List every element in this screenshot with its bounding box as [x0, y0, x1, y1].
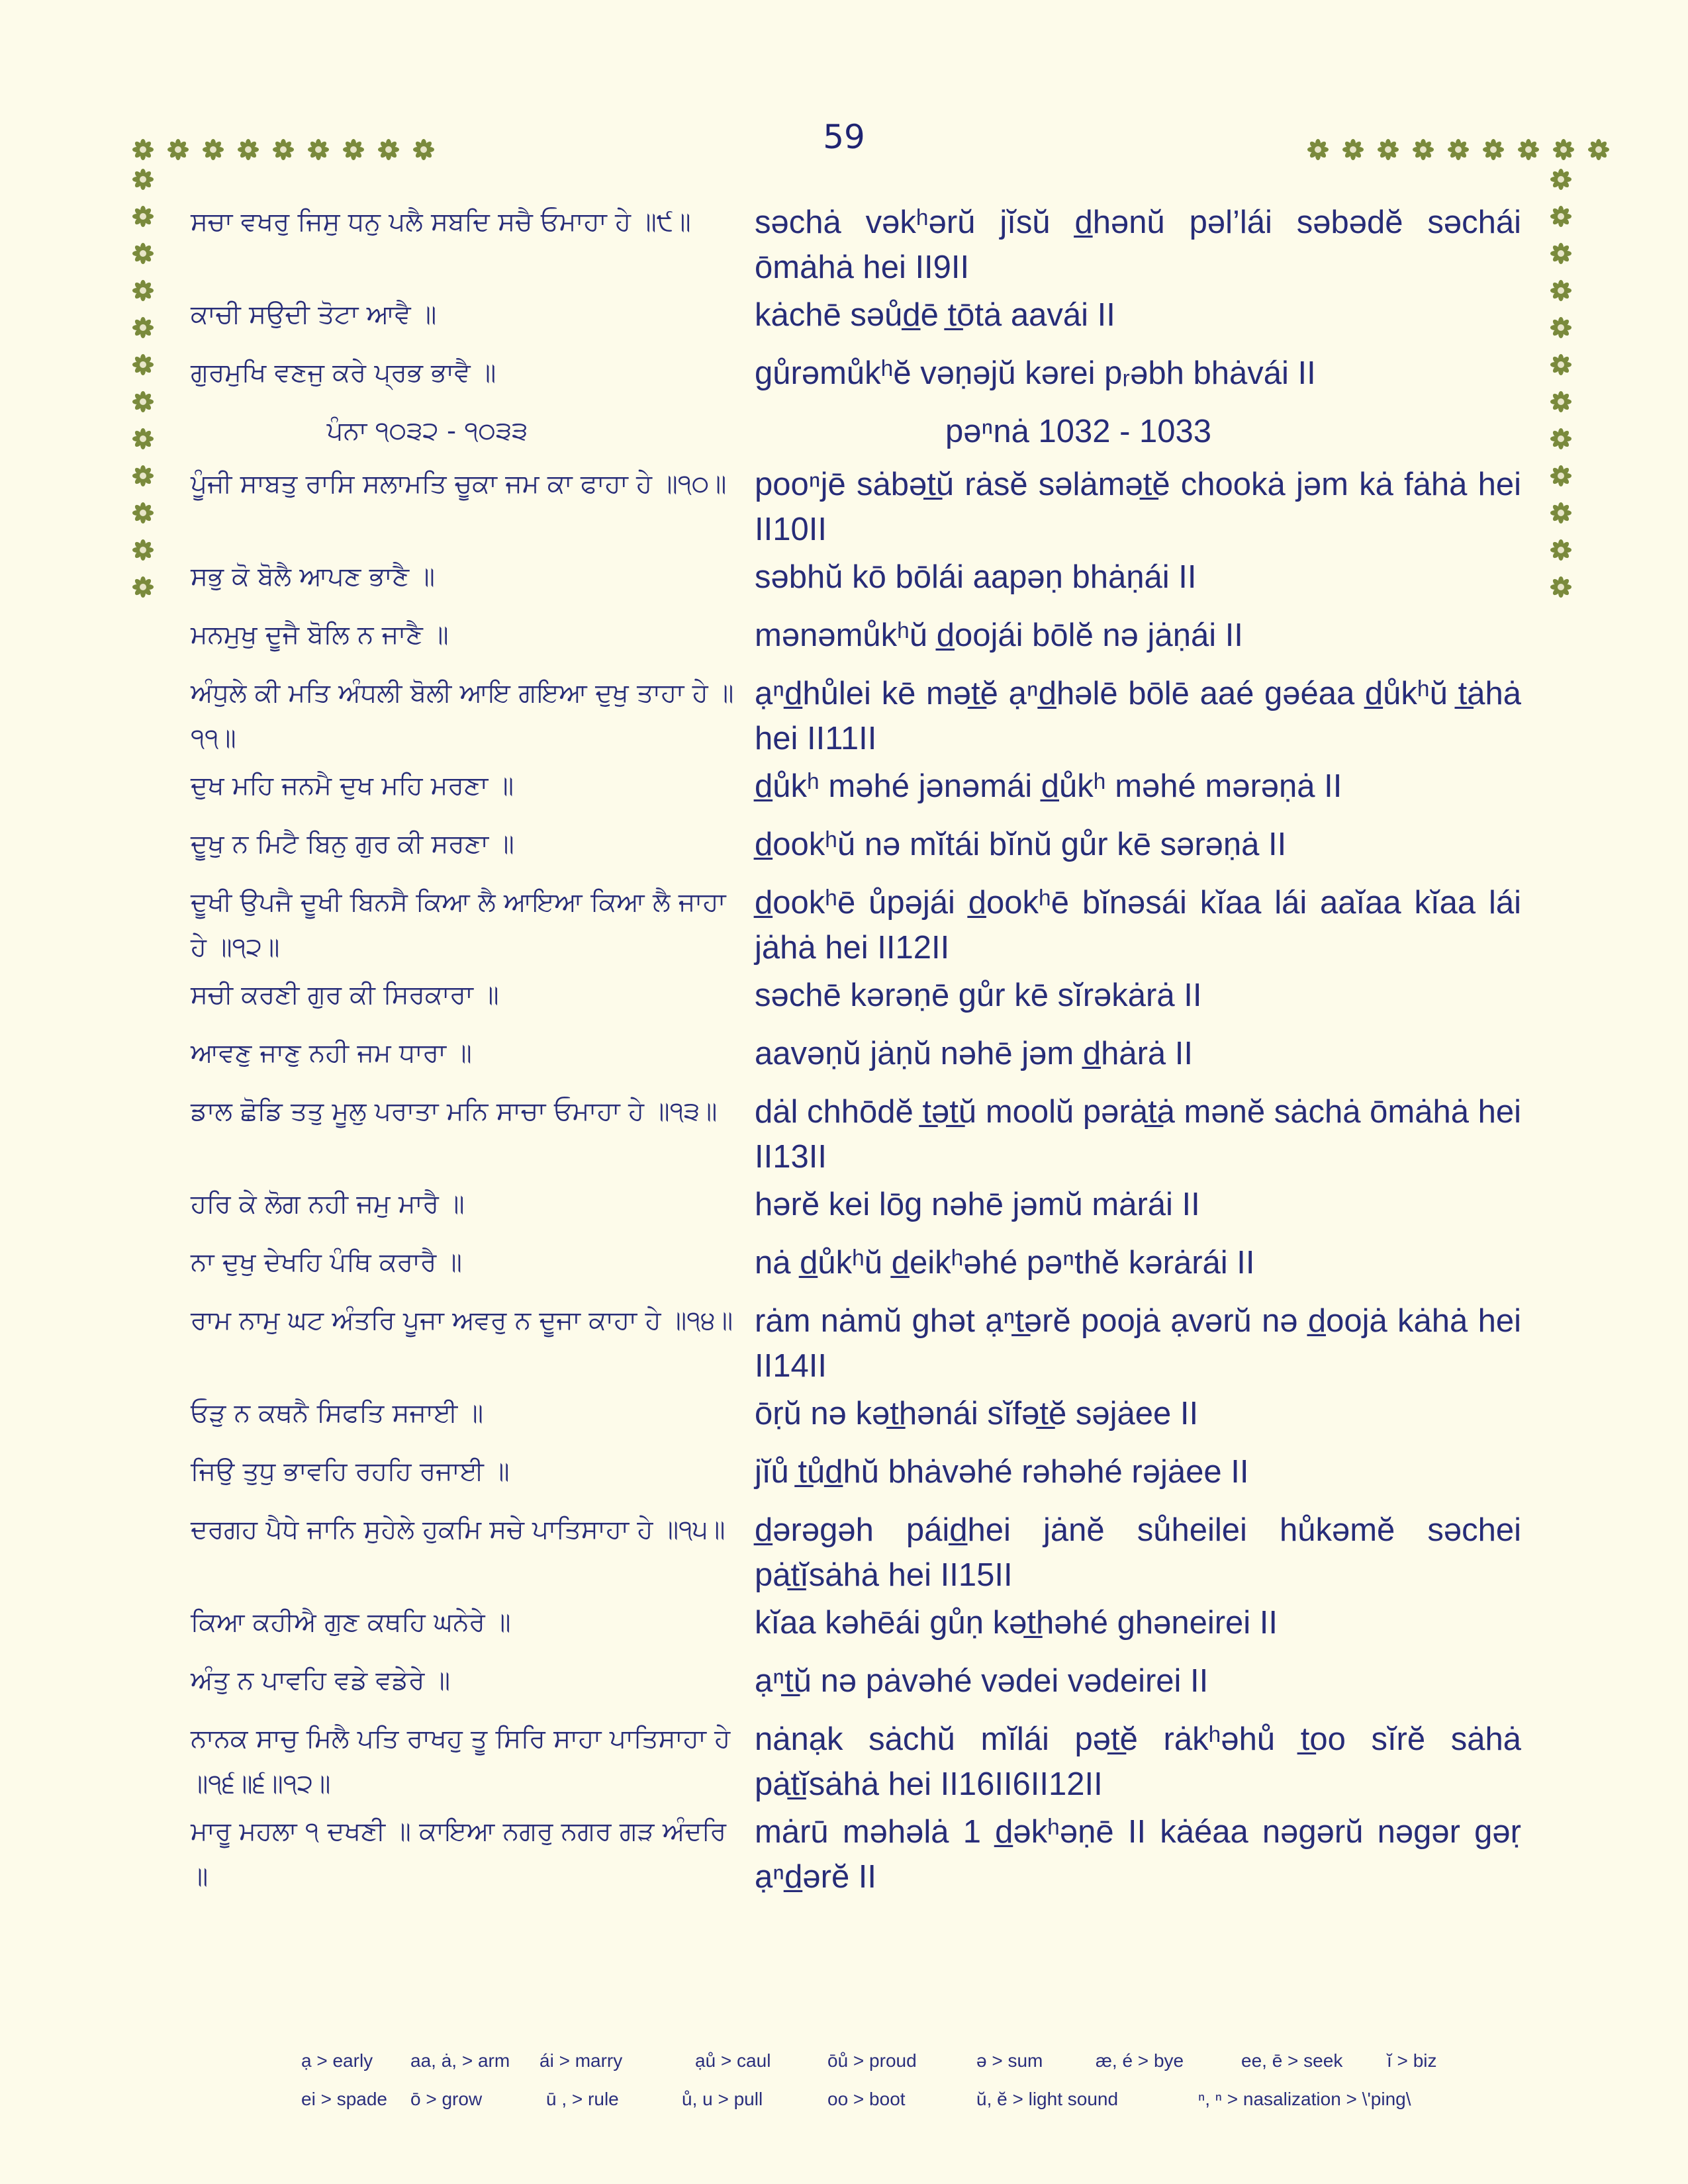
legend-item: ĭ > biz: [1387, 2050, 1437, 2071]
flower-icon: [132, 391, 154, 412]
verse-row: [191, 613, 1521, 671]
flower-icon: [413, 139, 434, 160]
legend-item: ō > grow: [410, 2089, 483, 2109]
flower-icon: [1550, 576, 1571, 598]
flower-icon: [343, 139, 364, 160]
legend-item: aa, ȧ, > arm: [410, 2050, 510, 2071]
flower-icon: [1550, 206, 1571, 227]
gurmukhi-text: ਦੁਖ ਮਹਿ ਜਨਮੈ ਦੁਖ ਮਹਿ ਮਰਣਾ ॥: [191, 771, 514, 801]
verse-row: [191, 1031, 1521, 1089]
flower-icon: [1553, 139, 1574, 160]
gurmukhi-text: ਨਾਨਕ ਸਾਚੁ ਮਿਲੈ ਪਤਿ ਰਾਖਹੁ ਤੂ ਸਿਰਿ ਸਾਹਾ ਪਾਤਿਸਾਹਾ ਹੇ ॥੧੬॥੬॥੧੨॥: [191, 1724, 731, 1799]
transliteration-text: kȧchē səůd̲ē t̲ōtȧ aavái II: [755, 297, 1115, 333]
flower-icon: [1483, 139, 1504, 160]
gurmukhi-text: ਪੂੰਜੀ ਸਾਬਤੁ ਰਾਸਿ ਸਲਾਮਤਿ ਚੂਕਾ ਜਮ ਕਾ ਫਾਹਾ ਹੇ ॥੧੦॥: [191, 469, 727, 499]
legend-item: ạů > caul: [695, 2050, 771, 2071]
verse-row: [191, 973, 1521, 1031]
legend-row-2: [301, 2080, 1493, 2118]
flower-icon: [132, 576, 154, 598]
flower-icon: [1550, 169, 1571, 190]
verse-row: [191, 1182, 1521, 1240]
legend-item: ạ > early: [301, 2050, 373, 2071]
verse-row: [191, 293, 1521, 351]
gurmukhi-text: ਰਾਮ ਨਾਮੁ ਘਟ ਅੰਤਰਿ ਪੂਜਾ ਅਵਰੁ ਨ ਦੂਜਾ ਕਾਹਾ ਹੇ ॥੧੪॥: [191, 1306, 733, 1336]
verse-row: [191, 671, 1521, 764]
flower-icon: [1378, 139, 1399, 160]
flower-icon: [1550, 354, 1571, 375]
flower-icon: [132, 465, 154, 486]
transliteration-text: d̲ookʰŭ nə mĭtái bĭnŭ gůr kē sərəṇȧ II: [755, 827, 1287, 862]
legend-row-1: [301, 2042, 1493, 2080]
verse-table: [191, 200, 1521, 1902]
transliteration-text: ōṛŭ nə kət̲hənái sĭfət̲ĕ səjȧee II: [755, 1396, 1199, 1432]
transliteration-text: nȧnạk sȧchŭ mĭlái pət̲ĕ rȧkʰəhů t̲oo sĭrĕ sȧhȧ pȧt̲ĭsȧhȧ hei II16II6II12II: [755, 1721, 1521, 1802]
transliteration-text: mənəmůkʰŭ d̲oojái bōlĕ nə jȧṇái II: [755, 617, 1243, 653]
flower-icon: [1448, 139, 1469, 160]
ornament-top-right: [1307, 139, 1609, 160]
flower-icon: [1550, 539, 1571, 561]
transliteration-text: nȧ d̲ůkʰŭ d̲eikʰəhé pəⁿthĕ kərȧrái II: [755, 1245, 1255, 1281]
flower-icon: [1518, 139, 1539, 160]
flower-icon: [132, 502, 154, 523]
gurmukhi-text: ਜਿਉ ਤੁਧੁ ਭਾਵਹਿ ਰਹਹਿ ਰਜਾਈ ॥: [191, 1457, 510, 1486]
legend-item: ōů > proud: [827, 2050, 917, 2071]
flower-icon: [238, 139, 259, 160]
legend-item: ee, ē > seek: [1241, 2050, 1343, 2071]
legend-item: ŭ, ĕ > light sound: [976, 2089, 1119, 2109]
gurmukhi-text: ਮਨਮੁਖੁ ਦੂਜੈ ਬੋਲਿ ਨ ਜਾਣੈ ॥: [191, 620, 449, 650]
transliteration-text: d̲ookʰē ůpəjái d̲ookʰē bĭnəsái kĭaa lái aaĭaa kĭaa lái jȧhȧ hei II12II: [755, 885, 1521, 966]
legend-item: ū , > rule: [546, 2089, 619, 2109]
gurmukhi-text: ਪੰਨਾ ੧੦੩੨ - ੧੦੩੩: [326, 416, 528, 446]
gurmukhi-text: ਕਾਚੀ ਸਉਦੀ ਤੋਟਾ ਆਵੈ ॥: [191, 300, 437, 330]
gurmukhi-text: ਦੂਖੀ ਉਪਜੈ ਦੂਖੀ ਬਿਨਸੈ ਕਿਆ ਲੈ ਆਇਆ ਕਿਆ ਲੈ ਜਾਹਾ ਹੇ ॥੧੨॥: [191, 887, 726, 962]
flower-icon: [1307, 139, 1329, 160]
page-range-heading: [191, 409, 1521, 462]
gurmukhi-text: ਅੰਧੁਲੇ ਕੀ ਮਤਿ ਅੰਧਲੀ ਬੋਲੀ ਆਇ ਗਇਆ ਦੁਖੁ ਤਾਹਾ ਹੇ ॥੧੧॥: [191, 678, 734, 753]
flower-icon: [132, 354, 154, 375]
flower-icon: [378, 139, 399, 160]
flower-icon: [132, 169, 154, 190]
transliteration-text: mȧrū məhəlȧ 1 d̲əkʰəṇē II kȧéaa nəgərŭ nəgər gəṛ ạⁿd̲ərĕ II: [755, 1814, 1521, 1895]
flower-icon: [132, 206, 154, 227]
transliteration-text: pəⁿnȧ 1032 - 1033: [945, 414, 1212, 449]
verse-row: [191, 1809, 1521, 1902]
ornament-top-left: [132, 139, 434, 160]
legend-item: ů, u > pull: [682, 2089, 763, 2109]
transliteration-text: gůrəmůkʰĕ vəṇəjŭ kərei pᵣəbh bhȧvái II: [755, 355, 1316, 391]
flower-icon: [273, 139, 294, 160]
legend-item: ⁿ, ⁿ > nasalization > \'ping\: [1198, 2089, 1411, 2109]
flower-icon: [1342, 139, 1364, 160]
transliteration-text: d̲ərəgəh páid̲hei jȧnĕ sůheilei hůkəmĕ səchei pȧt̲ĭsȧhȧ hei II15II: [755, 1512, 1521, 1593]
verse-row: [191, 1659, 1521, 1717]
flower-icon: [1413, 139, 1434, 160]
transliteration-text: rȧm nȧmŭ ghət ạⁿt̲ərĕ poojȧ ạvərŭ nə d̲oojȧ kȧhȧ hei II14II: [755, 1303, 1521, 1384]
pronunciation-legend: [301, 2042, 1493, 2118]
verse-row: [191, 1717, 1521, 1809]
flower-icon: [132, 243, 154, 264]
flower-icon: [132, 428, 154, 449]
transliteration-text: kĭaa kəhēái gůṇ kət̲həhé ghəneirei II: [755, 1605, 1278, 1641]
flower-icon: [203, 139, 224, 160]
verse-row: [191, 1508, 1521, 1600]
ornament-right-column: [1550, 169, 1571, 598]
gurmukhi-text: ਨਾ ਦੁਖੁ ਦੇਖਹਿ ਪੰਥਿ ਕਰਾਰੈ ॥: [191, 1248, 462, 1277]
transliteration-text: hərĕ kei lōg nəhē jəmŭ mȧrái II: [755, 1187, 1200, 1222]
transliteration-text: səchȧ vəkʰərŭ jĭsŭ d̲hənŭ pəl’lái səbədĕ səchái ōmȧhȧ hei II9II: [755, 205, 1521, 285]
flower-icon: [1550, 465, 1571, 486]
verse-row: [191, 822, 1521, 880]
gurmukhi-text: ਦੂਖੁ ਨ ਮਿਟੈ ਬਿਨੁ ਗੁਰ ਕੀ ਸਰਣਾ ॥: [191, 829, 514, 859]
verse-row: [191, 351, 1521, 409]
flower-icon: [308, 139, 329, 160]
gurmukhi-text: ਡਾਲ ਛੋਡਿ ਤਤੁ ਮੂਲੁ ਪਰਾਤਾ ਮਨਿ ਸਾਚਾ ਓਮਾਹਾ ਹੇ ॥੧੩॥: [191, 1097, 718, 1126]
verse-row: [191, 1600, 1521, 1659]
gurmukhi-text: ਗੁਰਮੁਖਿ ਵਣਜੁ ਕਰੇ ਪ੍ਰਭ ਭਾਵੈ ॥: [191, 358, 496, 388]
flower-icon: [1550, 243, 1571, 264]
verse-row: [191, 880, 1521, 973]
legend-item: ei > spade: [301, 2089, 387, 2109]
transliteration-text: ạⁿt̲ŭ nə pȧvəhé vədei vədeirei II: [755, 1663, 1209, 1699]
gurmukhi-text: ਕਿਆ ਕਹੀਐ ਗੁਣ ਕਥਹਿ ਘਨੇਰੇ ॥: [191, 1608, 511, 1637]
gurmukhi-text: ਸਚੀ ਕਰਣੀ ਗੁਰ ਕੀ ਸਿਰਕਾਰਾ ॥: [191, 980, 499, 1010]
gurmukhi-text: ਸਭੁ ਕੋ ਬੋਲੈ ਆਪਣ ਭਾਣੈ ॥: [191, 562, 435, 592]
flower-icon: [1550, 317, 1571, 338]
flower-icon: [1550, 280, 1571, 301]
flower-icon: [1550, 428, 1571, 449]
transliteration-text: aavəṇŭ jȧṇŭ nəhē jəm d̲hȧrȧ II: [755, 1036, 1193, 1071]
flower-icon: [132, 539, 154, 561]
flower-icon: [1550, 391, 1571, 412]
legend-item: ə > sum: [976, 2050, 1043, 2071]
transliteration-text: ạⁿd̲hůlei kē mət̲ĕ ạⁿd̲həlē bōlē aaé gəéaa d̲ůkʰŭ t̲ȧhȧ hei II11II: [755, 676, 1521, 756]
gurmukhi-text: ਓੜੁ ਨ ਕਥਨੈ ਸਿਫਤਿ ਸਜਾਈ ॥: [191, 1398, 484, 1428]
transliteration-text: səbhŭ kō bōlái aapəṇ bhȧṇái II: [755, 559, 1197, 595]
transliteration-text: dȧl chhōdĕ t̲ət̲ŭ moolŭ pərȧt̲ȧ mənĕ sȧchȧ ōmȧhȧ hei II13II: [755, 1094, 1521, 1175]
flower-icon: [132, 139, 154, 160]
flower-icon: [132, 280, 154, 301]
gurmukhi-text: ਅੰਤੁ ਨ ਪਾਵਹਿ ਵਡੇ ਵਡੇਰੇ ॥: [191, 1666, 451, 1696]
verse-row: [191, 1240, 1521, 1298]
gurmukhi-text: ਮਾਰੂ ਮਹਲਾ ੧ ਦਖਣੀ ॥ ਕਾਇਆ ਨਗਰੁ ਨਗਰ ਗੜ ਅੰਦਰਿ ॥: [191, 1817, 727, 1891]
gurmukhi-text: ਆਵਣੁ ਜਾਣੁ ਨਹੀ ਜਮ ਧਾਰਾ ॥: [191, 1038, 472, 1068]
flower-icon: [1588, 139, 1609, 160]
transliteration-text: səchē kərəṇē gůr kē sĭrəkȧrȧ II: [755, 978, 1202, 1013]
page-number: 59: [823, 118, 865, 156]
verse-row: [191, 1089, 1521, 1182]
verse-row: [191, 200, 1521, 293]
verse-row: [191, 764, 1521, 822]
transliteration-text: pooⁿjē sȧbət̲ŭ rȧsĕ səlȧmət̲ĕ chookȧ jəm kȧ fȧhȧ hei II10II: [755, 467, 1521, 547]
verse-row: [191, 1298, 1521, 1391]
gurmukhi-text: ਹਰਿ ਕੇ ਲੋਗ ਨਹੀ ਜਮੁ ਮਾਰੈ ॥: [191, 1189, 465, 1219]
ornament-left-column: [132, 169, 154, 598]
gurmukhi-text: ਦਰਗਹ ਪੈਧੇ ਜਾਨਿ ਸੁਹੇਲੇ ਹੁਕਮਿ ਸਚੇ ਪਾਤਿਸਾਹਾ ਹੇ ॥੧੫॥: [191, 1515, 726, 1545]
flower-icon: [132, 317, 154, 338]
verse-row: [191, 462, 1521, 555]
verse-row: [191, 1449, 1521, 1508]
gurmukhi-text: ਸਚਾ ਵਖਰੁ ਜਿਸੁ ਧਨੁ ਪਲੈ ਸਬਦਿ ਸਚੈ ਓਮਾਹਾ ਹੇ ॥੯॥: [191, 207, 691, 237]
legend-item: æ, é > bye: [1096, 2050, 1184, 2071]
verse-row: [191, 1391, 1521, 1449]
verse-row: [191, 555, 1521, 613]
legend-item: ái > marry: [539, 2050, 623, 2071]
flower-icon: [1550, 502, 1571, 523]
legend-item: oo > boot: [827, 2089, 906, 2109]
transliteration-text: d̲ůkʰ məhé jənəmái d̲ůkʰ məhé mərəṇȧ II: [755, 768, 1342, 804]
flower-icon: [167, 139, 189, 160]
transliteration-text: jĭů t̲ůd̲hŭ bhȧvəhé rəhəhé rəjȧee II: [755, 1454, 1249, 1490]
